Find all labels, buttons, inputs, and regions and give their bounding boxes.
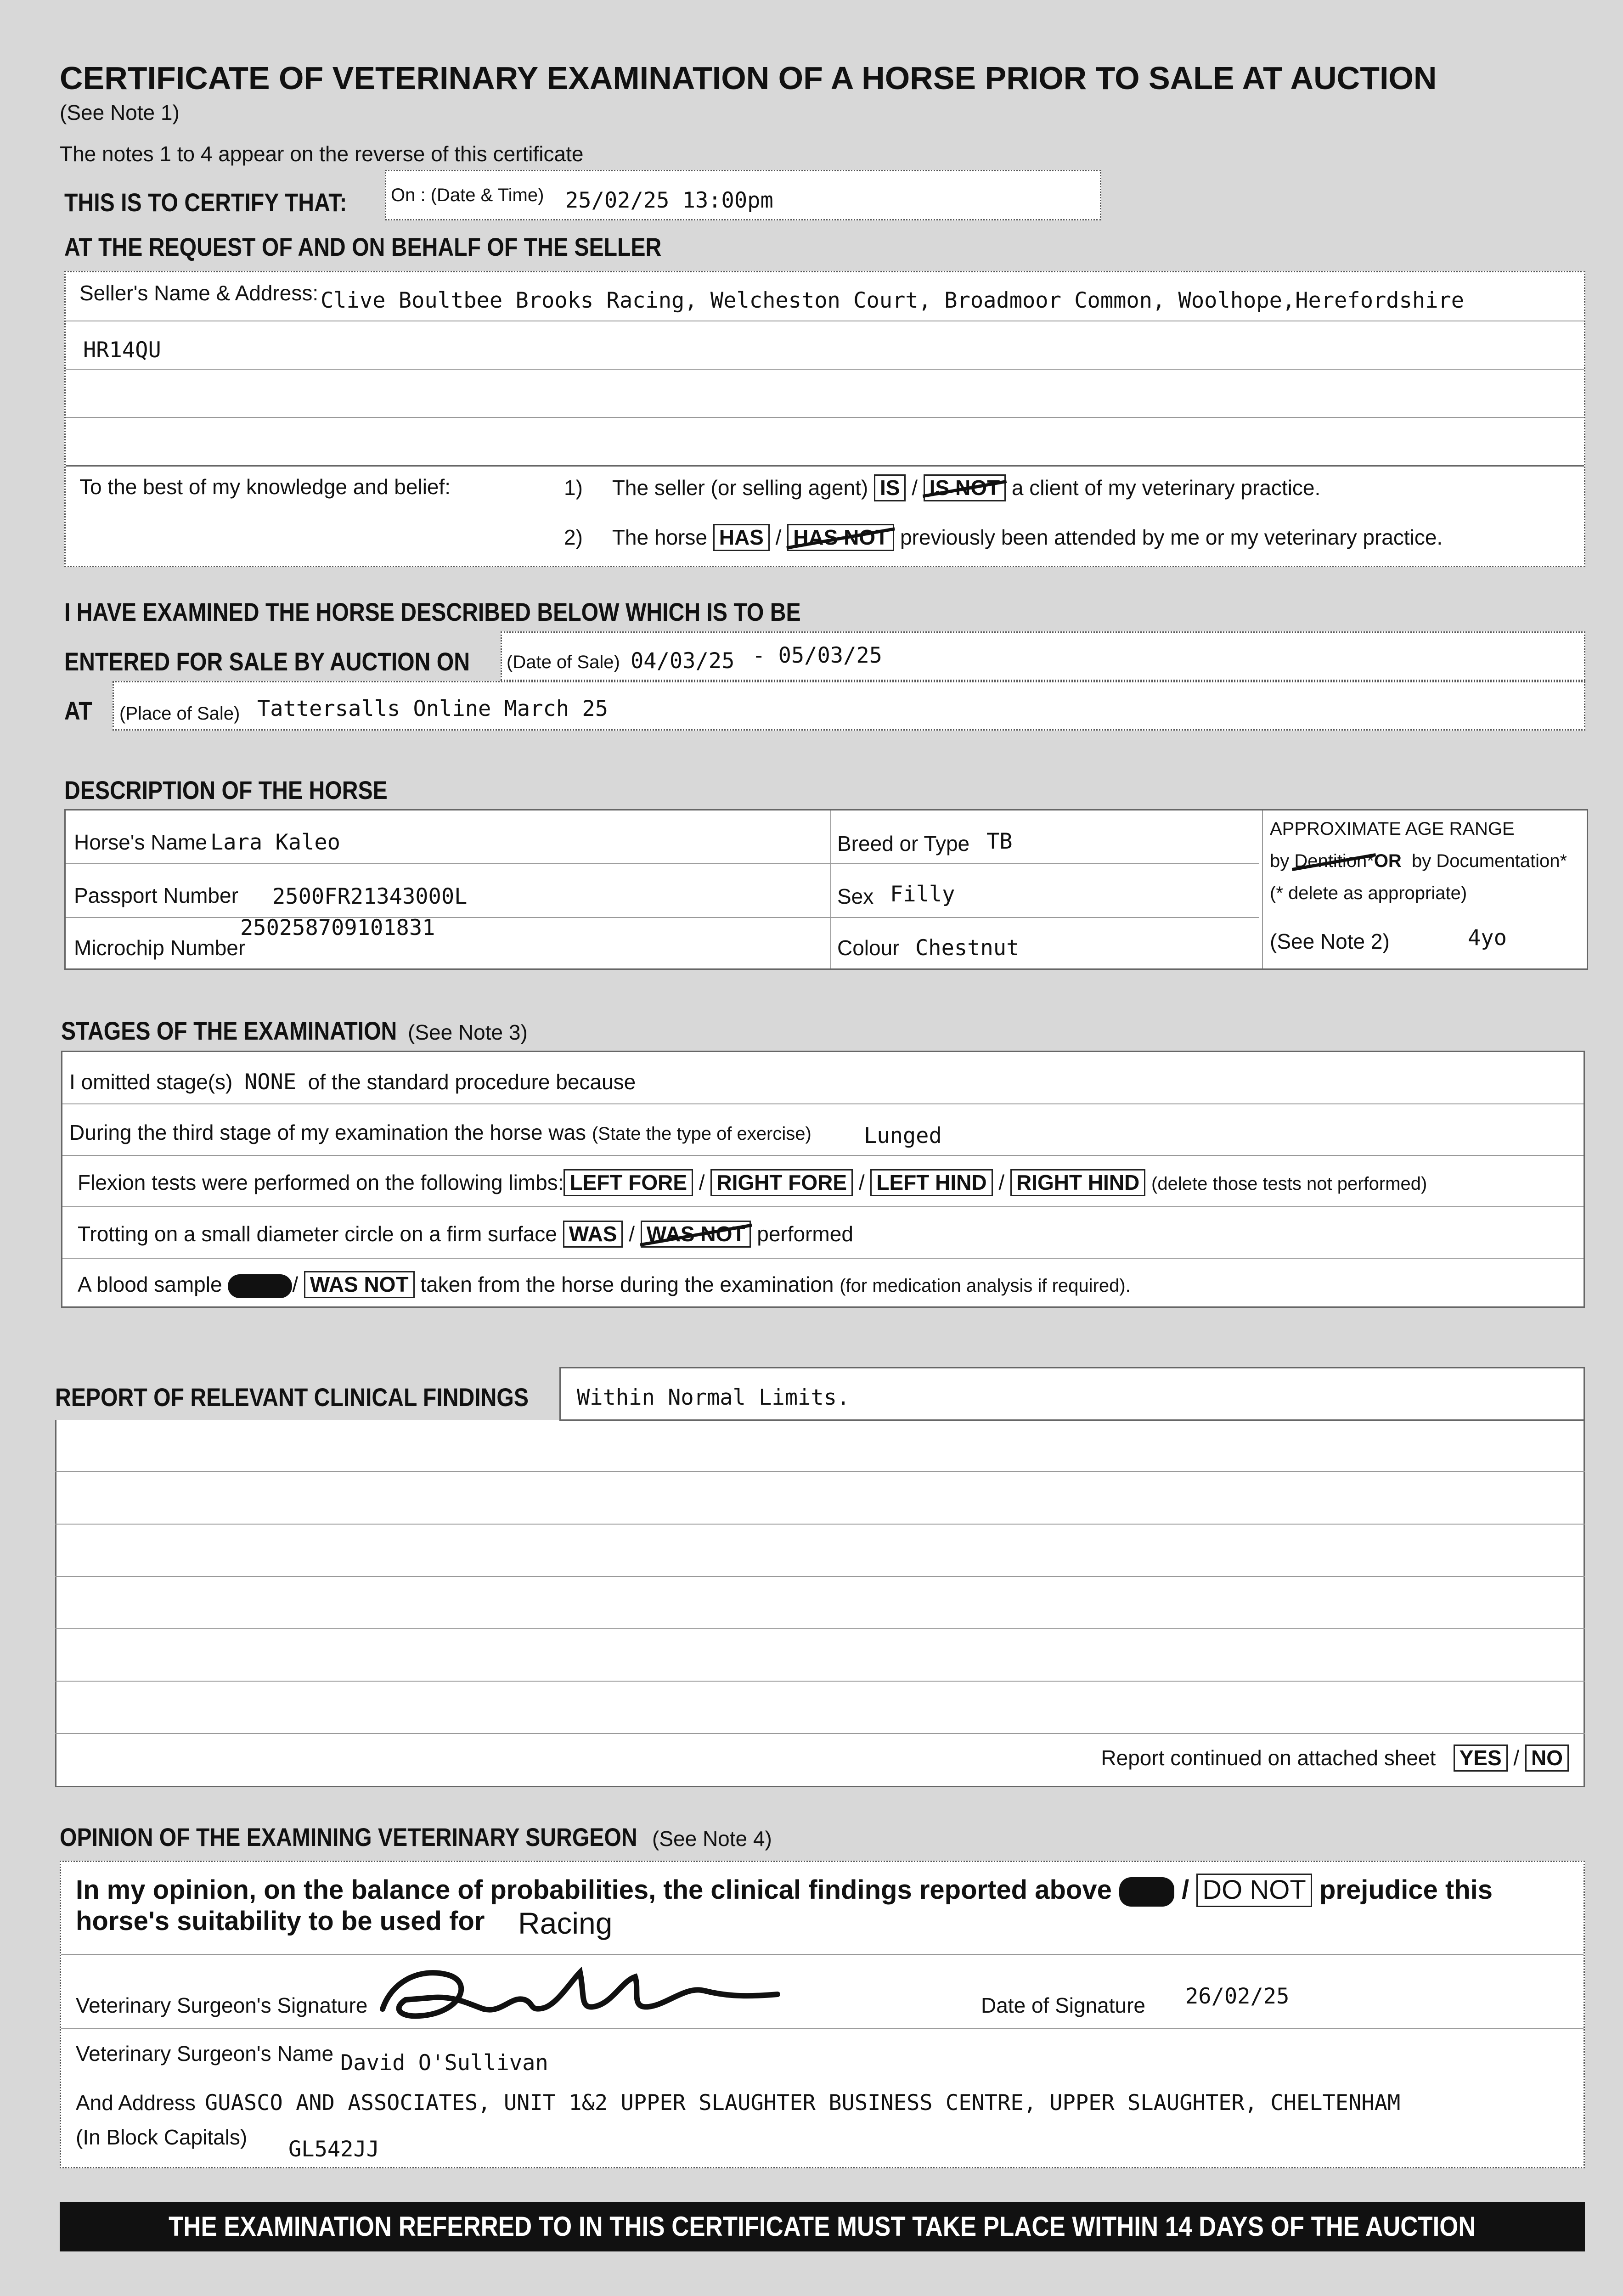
report-heading-cell xyxy=(55,1367,559,1419)
is-not-option[interactable]: IS NOT xyxy=(924,474,1006,501)
address-label: And Address xyxy=(76,2091,196,2115)
intended-use-value[interactable]: Racing xyxy=(518,1906,613,1940)
age-note: (See Note 2) xyxy=(1270,929,1390,953)
sex-value[interactable]: Filly xyxy=(890,882,955,907)
title-note: (See Note 1) xyxy=(60,101,180,124)
place-of-sale-label: (Place of Sale) xyxy=(119,703,240,724)
do-not-option[interactable]: DO NOT xyxy=(1196,1874,1312,1907)
age-value[interactable]: 4yo xyxy=(1468,925,1507,951)
trotting: Trotting on a small diameter circle on a firm surface WAS / WAS NOT performed xyxy=(78,1221,853,1248)
do-option-struck[interactable] xyxy=(1119,1877,1174,1907)
opinion-heading: OPINION OF THE EXAMINING VETERINARY SURGEON (See Note 4) xyxy=(60,1823,772,1851)
date-of-sale-field[interactable] xyxy=(501,631,1585,681)
opinion-line-2: horse's suitability to be used for xyxy=(76,1906,485,1936)
block-capitals-label: (In Block Capitals) xyxy=(76,2125,248,2149)
third-stage-value[interactable]: Lunged xyxy=(864,1123,942,1148)
dentition-option[interactable]: Dentition* xyxy=(1294,851,1374,871)
stages-heading: STAGES OF THE EXAMINATION (See Note 3) xyxy=(61,1016,528,1045)
statement-2: 2) The horse HAS / HAS NOT previously been attended by me or my veterinary practice. xyxy=(564,524,1443,551)
breed-label: Breed or Type xyxy=(837,832,970,855)
age-delete-note: (* delete as appropriate) xyxy=(1270,883,1467,903)
horse-table xyxy=(64,809,1588,970)
certify-heading: THIS IS TO CERTIFY THAT: xyxy=(64,188,347,217)
place-of-sale-value: Tattersalls Online March 25 xyxy=(257,696,609,721)
microchip-value[interactable]: 250258709101831 xyxy=(240,915,435,940)
passport-label: Passport Number xyxy=(74,884,238,907)
statement-1: 1) The seller (or selling agent) IS / IS NOT a client of my veterinary practice. xyxy=(564,474,1320,501)
blood-was-option-redacted[interactable] xyxy=(228,1274,292,1298)
age-method: by Dentition*OR by Documentation* xyxy=(1270,851,1567,871)
on-date-time-value: 25/02/25 13:00pm xyxy=(565,188,773,213)
address-value[interactable]: GUASCO AND ASSOCIATES, UNIT 1&2 UPPER SLAUGHTER BUSINESS CENTRE, UPPER SLAUGHTER, CHELTENHAM xyxy=(205,2090,1401,2116)
left-fore-option[interactable]: LEFT FORE xyxy=(564,1169,693,1196)
flexion-tests: Flexion tests were performed on the following limbs: LEFT FORE / RIGHT FORE / LEFT HIND / RIGHT HIND (delete those tests not performed) xyxy=(78,1169,1427,1196)
has-not-option[interactable]: HAS NOT xyxy=(787,524,894,551)
report-heading: REPORT OF RELEVANT CLINICAL FINDINGS xyxy=(55,1383,529,1412)
documentation-option[interactable]: by Documentation* xyxy=(1412,851,1567,871)
right-hind-option[interactable]: RIGHT HIND xyxy=(1010,1169,1145,1196)
passport-value[interactable]: 2500FR21343000L xyxy=(272,884,468,909)
signature-date-label: Date of Signature xyxy=(981,1993,1146,2017)
seller-address-line-1[interactable]: Clive Boultbee Brooks Racing, Welcheston Court, Broadmoor Common, Woolhope,Herefordshire xyxy=(321,288,1465,313)
seller-label: Seller's Name & Address: xyxy=(79,281,319,305)
report-lines[interactable] xyxy=(55,1420,1585,1787)
signature-image xyxy=(364,1954,805,2027)
surgeon-name-label: Veterinary Surgeon's Name xyxy=(76,2042,334,2065)
breed-value[interactable]: TB xyxy=(986,829,1013,854)
right-fore-option[interactable]: RIGHT FORE xyxy=(710,1169,853,1196)
age-heading: APPROXIMATE AGE RANGE xyxy=(1270,819,1515,839)
trot-was-option[interactable]: WAS xyxy=(563,1221,623,1248)
seller-address-line-2[interactable]: HR14QU xyxy=(83,338,161,363)
horse-name-label: Horse's Name xyxy=(74,830,207,854)
date-of-sale-value-2: - 05/03/25 xyxy=(752,643,882,668)
trot-was-not-option[interactable]: WAS NOT xyxy=(641,1221,751,1248)
sex-label: Sex xyxy=(837,884,874,908)
place-of-sale-field[interactable] xyxy=(113,681,1585,731)
on-date-time-field[interactable] xyxy=(385,170,1101,220)
surgeon-name-value[interactable]: David O'Sullivan xyxy=(340,2050,548,2076)
opinion-section xyxy=(60,1861,1585,2168)
footer-banner: THE EXAMINATION REFERRED TO IN THIS CERTIFICATE MUST TAKE PLACE WITHIN 14 DAYS OF THE AUCTION xyxy=(60,2202,1585,2251)
date-of-sale-value: 04/03/25 xyxy=(631,648,735,674)
has-option[interactable]: HAS xyxy=(713,524,770,551)
horse-name-value[interactable]: Lara Kaleo xyxy=(210,830,340,855)
microchip-label: Microchip Number xyxy=(74,936,246,960)
report-continued: Report continued on attached sheet YES / NO xyxy=(1101,1745,1569,1772)
third-stage: During the third stage of my examination the horse was (State the type of exercise) xyxy=(69,1120,812,1144)
omitted-stages-value[interactable]: NONE xyxy=(244,1069,297,1095)
knowledge-label: To the best of my knowledge and belief: xyxy=(79,475,451,499)
colour-value[interactable]: Chestnut xyxy=(915,935,1020,961)
signature-label: Veterinary Surgeon's Signature xyxy=(76,1993,368,2017)
postcode-value[interactable]: GL542JJ xyxy=(288,2137,380,2162)
on-date-time-label: On : (Date & Time) xyxy=(391,185,544,205)
date-of-sale-label: (Date of Sale) xyxy=(507,652,620,672)
continued-yes-option[interactable]: YES xyxy=(1454,1745,1508,1772)
sale-heading-2: ENTERED FOR SALE BY AUCTION ON xyxy=(64,647,470,676)
continued-no-option[interactable]: NO xyxy=(1525,1745,1569,1772)
omitted-stages: I omitted stage(s) NONE of the standard procedure because xyxy=(69,1069,636,1095)
blood-was-not-option[interactable]: WAS NOT xyxy=(304,1271,415,1298)
certificate-title: CERTIFICATE OF VETERINARY EXAMINATION OF A HORSE PRIOR TO SALE AT AUCTION xyxy=(60,60,1437,96)
report-first-line[interactable] xyxy=(559,1367,1585,1421)
blood-sample: A blood sample / WAS NOT taken from the horse during the examination (for medication analysis if required). xyxy=(78,1271,1131,1298)
colour-label: Colour xyxy=(837,936,900,960)
is-option[interactable]: IS xyxy=(874,474,906,501)
stages-table xyxy=(61,1051,1585,1308)
notes-line: The notes 1 to 4 appear on the reverse of this certificate xyxy=(60,142,584,166)
horse-heading: DESCRIPTION OF THE HORSE xyxy=(64,776,388,805)
signature-date-value[interactable]: 26/02/25 xyxy=(1185,1984,1290,2009)
sale-heading-1: I HAVE EXAMINED THE HORSE DESCRIBED BELOW WHICH IS TO BE xyxy=(64,597,801,626)
at-label: AT xyxy=(64,696,92,725)
opinion-statement: In my opinion, on the balance of probabilities, the clinical findings reported above / DO NOT prejudice this xyxy=(76,1874,1493,1907)
seller-section xyxy=(64,271,1585,567)
request-heading: AT THE REQUEST OF AND ON BEHALF OF THE SELLER xyxy=(64,232,662,261)
left-hind-option[interactable]: LEFT HIND xyxy=(870,1169,992,1196)
report-value: Within Normal Limits. xyxy=(577,1385,850,1410)
